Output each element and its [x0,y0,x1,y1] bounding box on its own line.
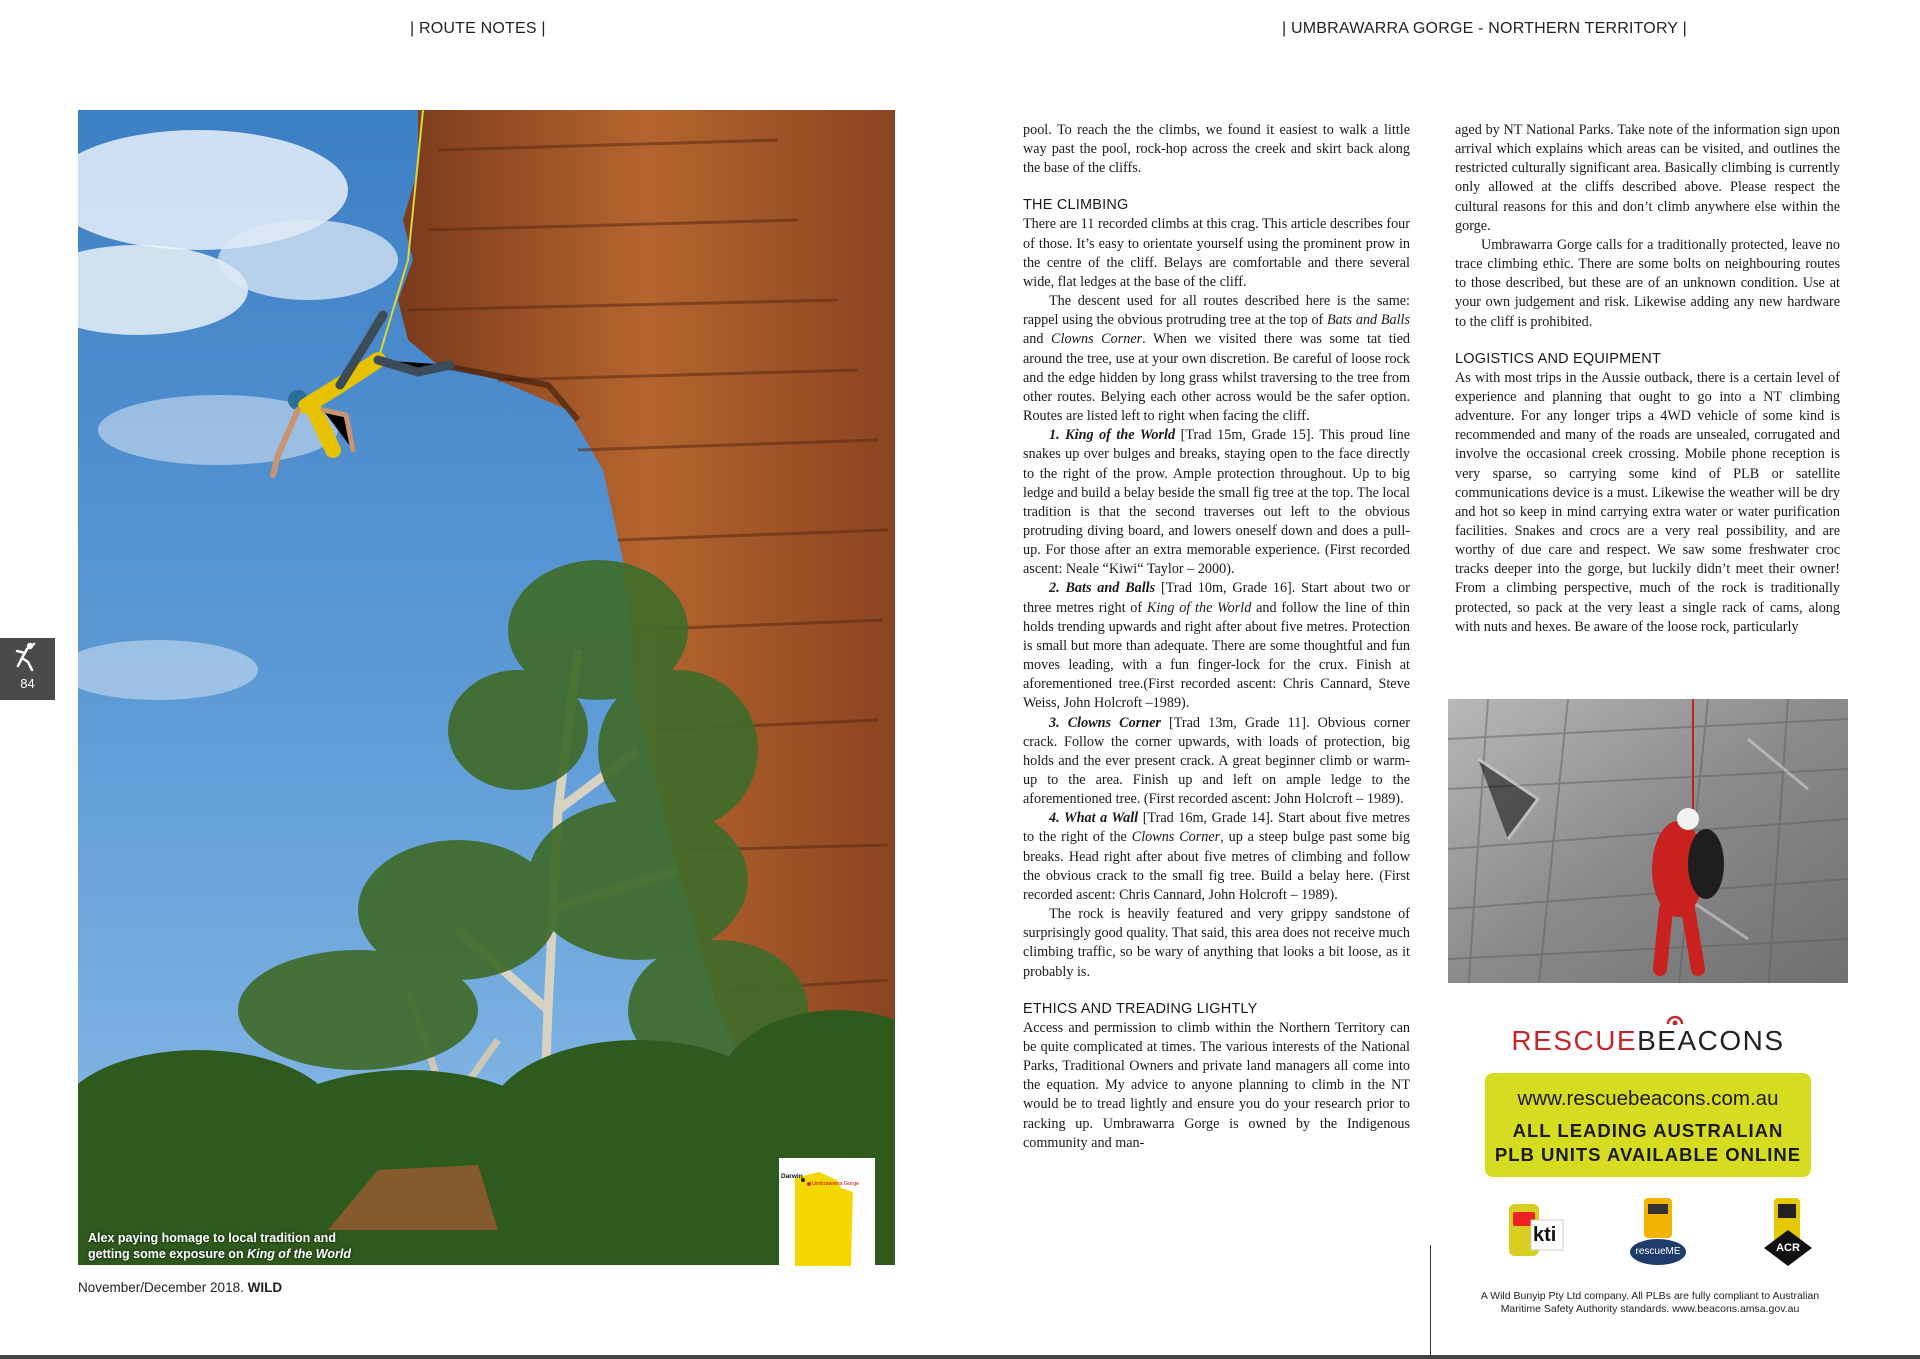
route-2-name: 2. Bats and Balls [1049,580,1156,597]
route-1-text: [Trad 15m, Grade 15]. This proud line snakes up over bulges and breaks, staying open to the face directly to the right of the prow. Ample protection throughout. Up to big ledge and build a belay beside the small fig tree at the top. The local tradition is that the second traverses out left to the obvious protruding diving board, and lowers oneself down and does a pull-up. For those after an extra memorable experience. (First recorded ascent: Neale “Kiwi“ Taylor – 2000). [1023,427,1411,578]
route-4-name: 4. What a Wall [1049,810,1139,827]
route-3 [1023,714,1410,810]
caption-line1: Alex paying homage to local tradition and [88,1231,336,1245]
paragraph-descent [1023,292,1410,426]
climber-icon [0,638,55,678]
map-label-gorge: Umbrawarra Gorge [812,1181,860,1187]
page-number: 84 [20,676,35,691]
acr-logo: ACR [1776,1242,1800,1254]
caption-prefix: getting some exposure on [88,1247,248,1261]
route-3-name: 3. Clowns Corner [1049,714,1161,731]
ad-brand-logo [1448,1025,1848,1057]
paragraph-intro: pool. To reach the the climbs, we found it easiest to walk a little way past the pool, rock-hop across the creek and skirt back along the base of the cliffs. [1023,122,1410,177]
route-2 [1023,579,1410,713]
brand-rescue: RESCUE [1511,1025,1638,1056]
route-1 [1023,426,1410,579]
descent-text-a: The descent used for all routes described here is the same: rappel using the obvious protruding tree at the top of [1023,293,1410,329]
paragraph-ethics: Access and permission to climb within the Northern Territory can be quite complicated at times. The various interests of the National Parks, Traditional Owners and private land managers all come into the equation. My advice to anyone planning to climb in the NT would be to tread lightly and ensure you do your research prior to racking up. Umbrawarra Gorge is owned by the Indigenous community and man- [1023,1019,1410,1151]
route-4 [1023,809,1410,905]
ad-headline-1: ALL LEADING AUSTRALIAN [1512,1120,1784,1141]
route-2-ref: King of the World [1146,599,1252,616]
map-label-darwin: Darwin [781,1173,803,1180]
climbing-photo [78,110,895,1265]
photo-caption [88,1230,388,1262]
page-divider [1430,1245,1431,1359]
caption-line2 [88,1246,388,1262]
heading-ethics: ETHICS AND TREADING LIGHTLY [1023,1000,1258,1017]
ad-url[interactable]: www.rescuebeacons.com.au [1517,1087,1779,1110]
section-header-right: | UMBRAWARRA GORGE - NORTHERN TERRITORY | [1282,20,1688,37]
paragraph-logistics: As with most trips in the Aussie outback, there is a certain level of experience and planning that ought to go into a NT climbing adventure. For any longer trips a 4WD vehicle of some kind is recommended and many of the roads are unsealed, corrugated and involve the occasional creek crossing. Mobile phone reception is very sparse, so carrying some kind of PLB or satellite communications device is a must. Likewise the weather will be dry and hot so keep in mind carrying extra water or water purification facilities. Snakes and crocs are a very real possibility, and are worthy of due care and respect. We saw some freshwater croc tracks deeper into the gorge, but luckily didn’t meet their owner! From a climbing perspective, much of the rock is traditionally protected, so pack at the very least a single rack of cams, along with nuts and hexes. Be aware of the loose rock, particularly [1455,369,1840,635]
paragraph-ethics-cont: aged by NT National Parks. Take note of the information sign upon arrival which explains which areas can be visited, and outlines the restricted culturally significant area. Basically climbing is currently only allowed at the cliffs described above. Please respect the cultural reasons for this and don’t climb anywhere else within the gorge. [1455,122,1840,234]
brand-beacons: BEACONS [1637,1025,1785,1056]
descent-text-c: . When we visited there was some tat tied around the tree, use at your own discretion. Be careful of loose rock and the edge hidden by long grass whilst traversing to the tree from other routes. Belying each other across would be the safer option. Routes are listed left to right when facing the cliff. [1023,331,1410,425]
route-4-text-a: [Trad 16m, Grade 14]. Start about five metres to the right of the [1023,810,1410,846]
descent-route-1: Bats and Balls [1326,312,1411,329]
issue-footer [78,1280,282,1295]
paragraph-rock: The rock is heavily featured and very grippy sandstone of surprisingly good quality. That said, this area does not receive much climbing traffic, so be wary of anything that looks a bit loose, as it probably is. [1023,906,1410,980]
kti-plb-device [1505,1198,1565,1268]
heading-climbing: THE CLIMBING [1023,197,1129,214]
route-3-text: [Trad 13m, Grade 11]. Obvious corner crack. Follow the corner upwards, with loads of protection, big holds and the ever present crack. A great beginner climb or warm-up to the area. Finish up and left on ample ledge to the aforementioned tree. (First recorded ascent: John Holcroft – 1989). [1023,714,1410,808]
kti-logo: kti [1533,1224,1557,1246]
acr-plb-device [1760,1196,1816,1268]
caption-route-name: King of the World [247,1247,351,1261]
ad-cta-box[interactable] [1485,1073,1811,1177]
signal-icon [1664,1011,1686,1025]
ad-headline-2: PLB UNITS AVAILABLE ONLINE [1494,1144,1802,1165]
page-bottom-edge [0,1355,1920,1359]
paragraph-ethics-2: Umbrawarra Gorge calls for a traditionally protected, leave no trace climbing ethic. There are some bolts on neighbouring routes to those described, but these are of an unknown condition. Use at your own judgement and risk. Likewise adding any new hardware to the cliff is prohibited. [1455,236,1840,330]
route-1-name: 1. King of the World [1049,427,1176,444]
section-header-left: | ROUTE NOTES | [410,20,546,37]
article-column-1 [1023,121,1410,1153]
descent-route-2: Clowns Corner [1051,331,1143,348]
rescueme-logo: rescueME [1635,1246,1681,1257]
article-column-2 [1455,121,1840,637]
route-4-text-b: , up a steep bulge past some big breaks. Head right after about five metres of climbing and follow the obvious crack to the small fig tree. Build a belay here. (First recorded ascent: Chris Cannard, John Holcroft – 1989). [1023,829,1410,903]
ad-footnote: A Wild Bunyip Pty Ltd company. All PLBs are fully compliant to Australian Maritime Safety Authority standards. www.beacons.amsa.gov.au [1480,1290,1820,1315]
route-2-text-a: [Trad 10m, Grade 16]. Start about two or three metres right of [1023,580,1410,616]
rescueme-plb-device [1628,1196,1688,1268]
location-map [779,1158,875,1266]
paragraph-climbing: There are 11 recorded climbs at this crag. This article describes four of those. It’s easy to orientate yourself using the prominent prow in the centre of the cliff. Belays are comfortable and there several wide, flat ledges at the base of the cliff. [1023,216,1410,290]
footer-issue: November/December 2018. [78,1280,244,1295]
ad-photo [1448,699,1848,993]
descent-text-b: and [1023,331,1052,348]
route-4-ref: Clowns Corner [1131,829,1221,846]
route-2-text-b: and follow the line of thin holds trending upwards and right after about five metres. Protection is small but more than adequate. There are some thoughtful and fun moves leading, with a fun finger-lock for the crux. Finish at aforementioned tree.(First recorded ascent: Chris Cannard, Steve Weiss, John Holcroft –1989). [1023,599,1410,712]
heading-logistics: LOGISTICS AND EQUIPMENT [1455,350,1662,367]
footer-magazine: WILD [247,1280,283,1295]
